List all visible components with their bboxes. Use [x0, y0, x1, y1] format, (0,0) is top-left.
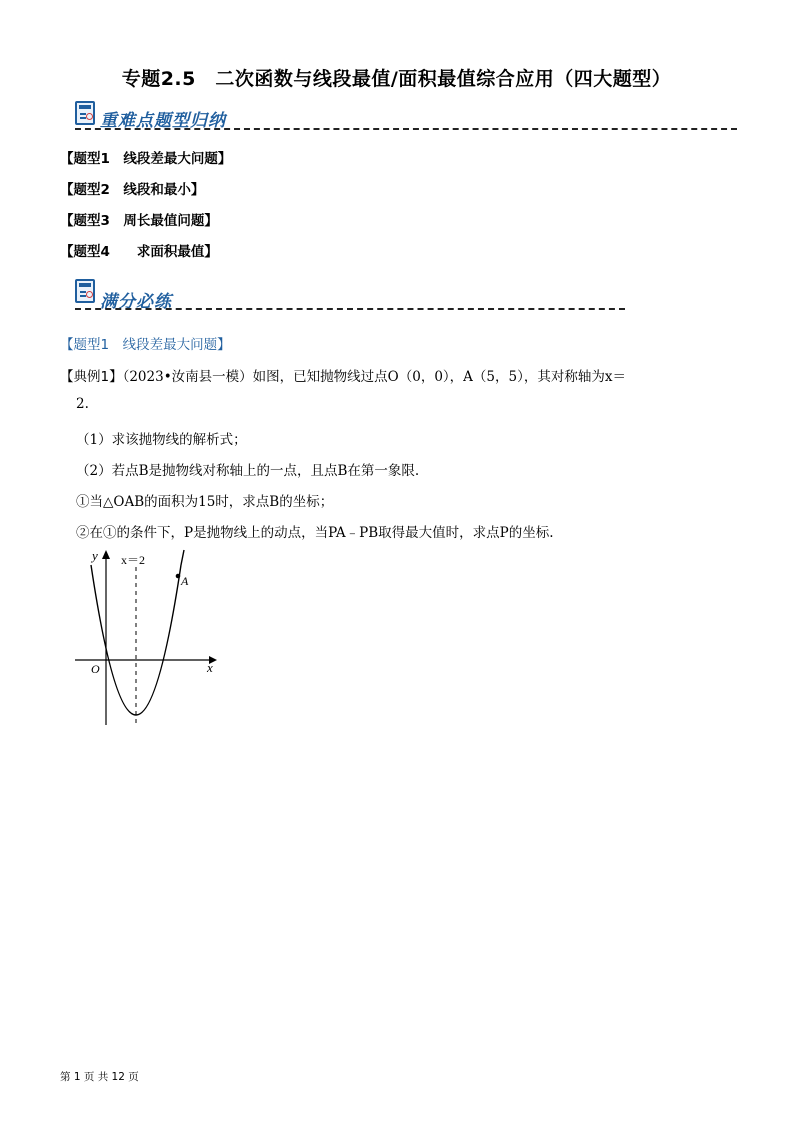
parabola-tail — [181, 550, 184, 565]
question-1: （1）求该抛物线的解析式； — [76, 432, 247, 448]
point-a-label: A — [181, 574, 189, 588]
toc-item-type2: 【题型2 线段和最小】 — [60, 182, 205, 198]
example-tag: 【典例1】 — [60, 369, 123, 385]
example1-text: （2023•汝南县一模）如图，已知抛物线过点O（0，0），A（5，5），其对称轴为x＝ — [122, 369, 626, 385]
toc-item-type3: 【题型3 周长最值问题】 — [60, 213, 218, 229]
document-search-icon — [75, 279, 95, 303]
example1-line2: 2. — [76, 396, 89, 412]
origin-label: O — [91, 662, 100, 676]
section-divider — [75, 308, 625, 310]
point-a — [176, 574, 181, 579]
question-2-part1: ①当△OAB的面积为15时，求点B的坐标； — [76, 494, 334, 510]
symmetry-axis-label: x＝2 — [121, 553, 146, 567]
document-search-icon — [75, 101, 95, 125]
parabola-figure — [70, 545, 225, 730]
section-heading-key-types: 重难点题型归纳 — [100, 111, 226, 131]
example1-line1 — [60, 365, 626, 385]
section-divider — [75, 128, 737, 130]
toc-item-type4: 【题型4 求面积最值】 — [60, 244, 218, 260]
x-label: x — [207, 660, 213, 675]
document-title: 专题2.5 二次函数与线段最值/面积最值综合应用（四大题型） — [121, 68, 672, 90]
y-axis-arrow — [102, 550, 110, 559]
toc-item-type1: 【题型1 线段差最大问题】 — [60, 151, 232, 167]
question-2: （2）若点B是抛物线对称轴上的一点，且点B在第一象限. — [76, 463, 420, 479]
type1-heading: 【题型1 线段差最大问题】 — [60, 337, 231, 353]
page-footer: 第 1 页 共 12 页 — [60, 1071, 139, 1083]
question-2-part2: ②在①的条件下，P是抛物线上的动点，当PA﹣PB取得最大值时，求点P的坐标. — [76, 525, 554, 541]
section-heading-practice: 满分必练 — [100, 292, 172, 312]
y-label: y — [92, 548, 98, 563]
